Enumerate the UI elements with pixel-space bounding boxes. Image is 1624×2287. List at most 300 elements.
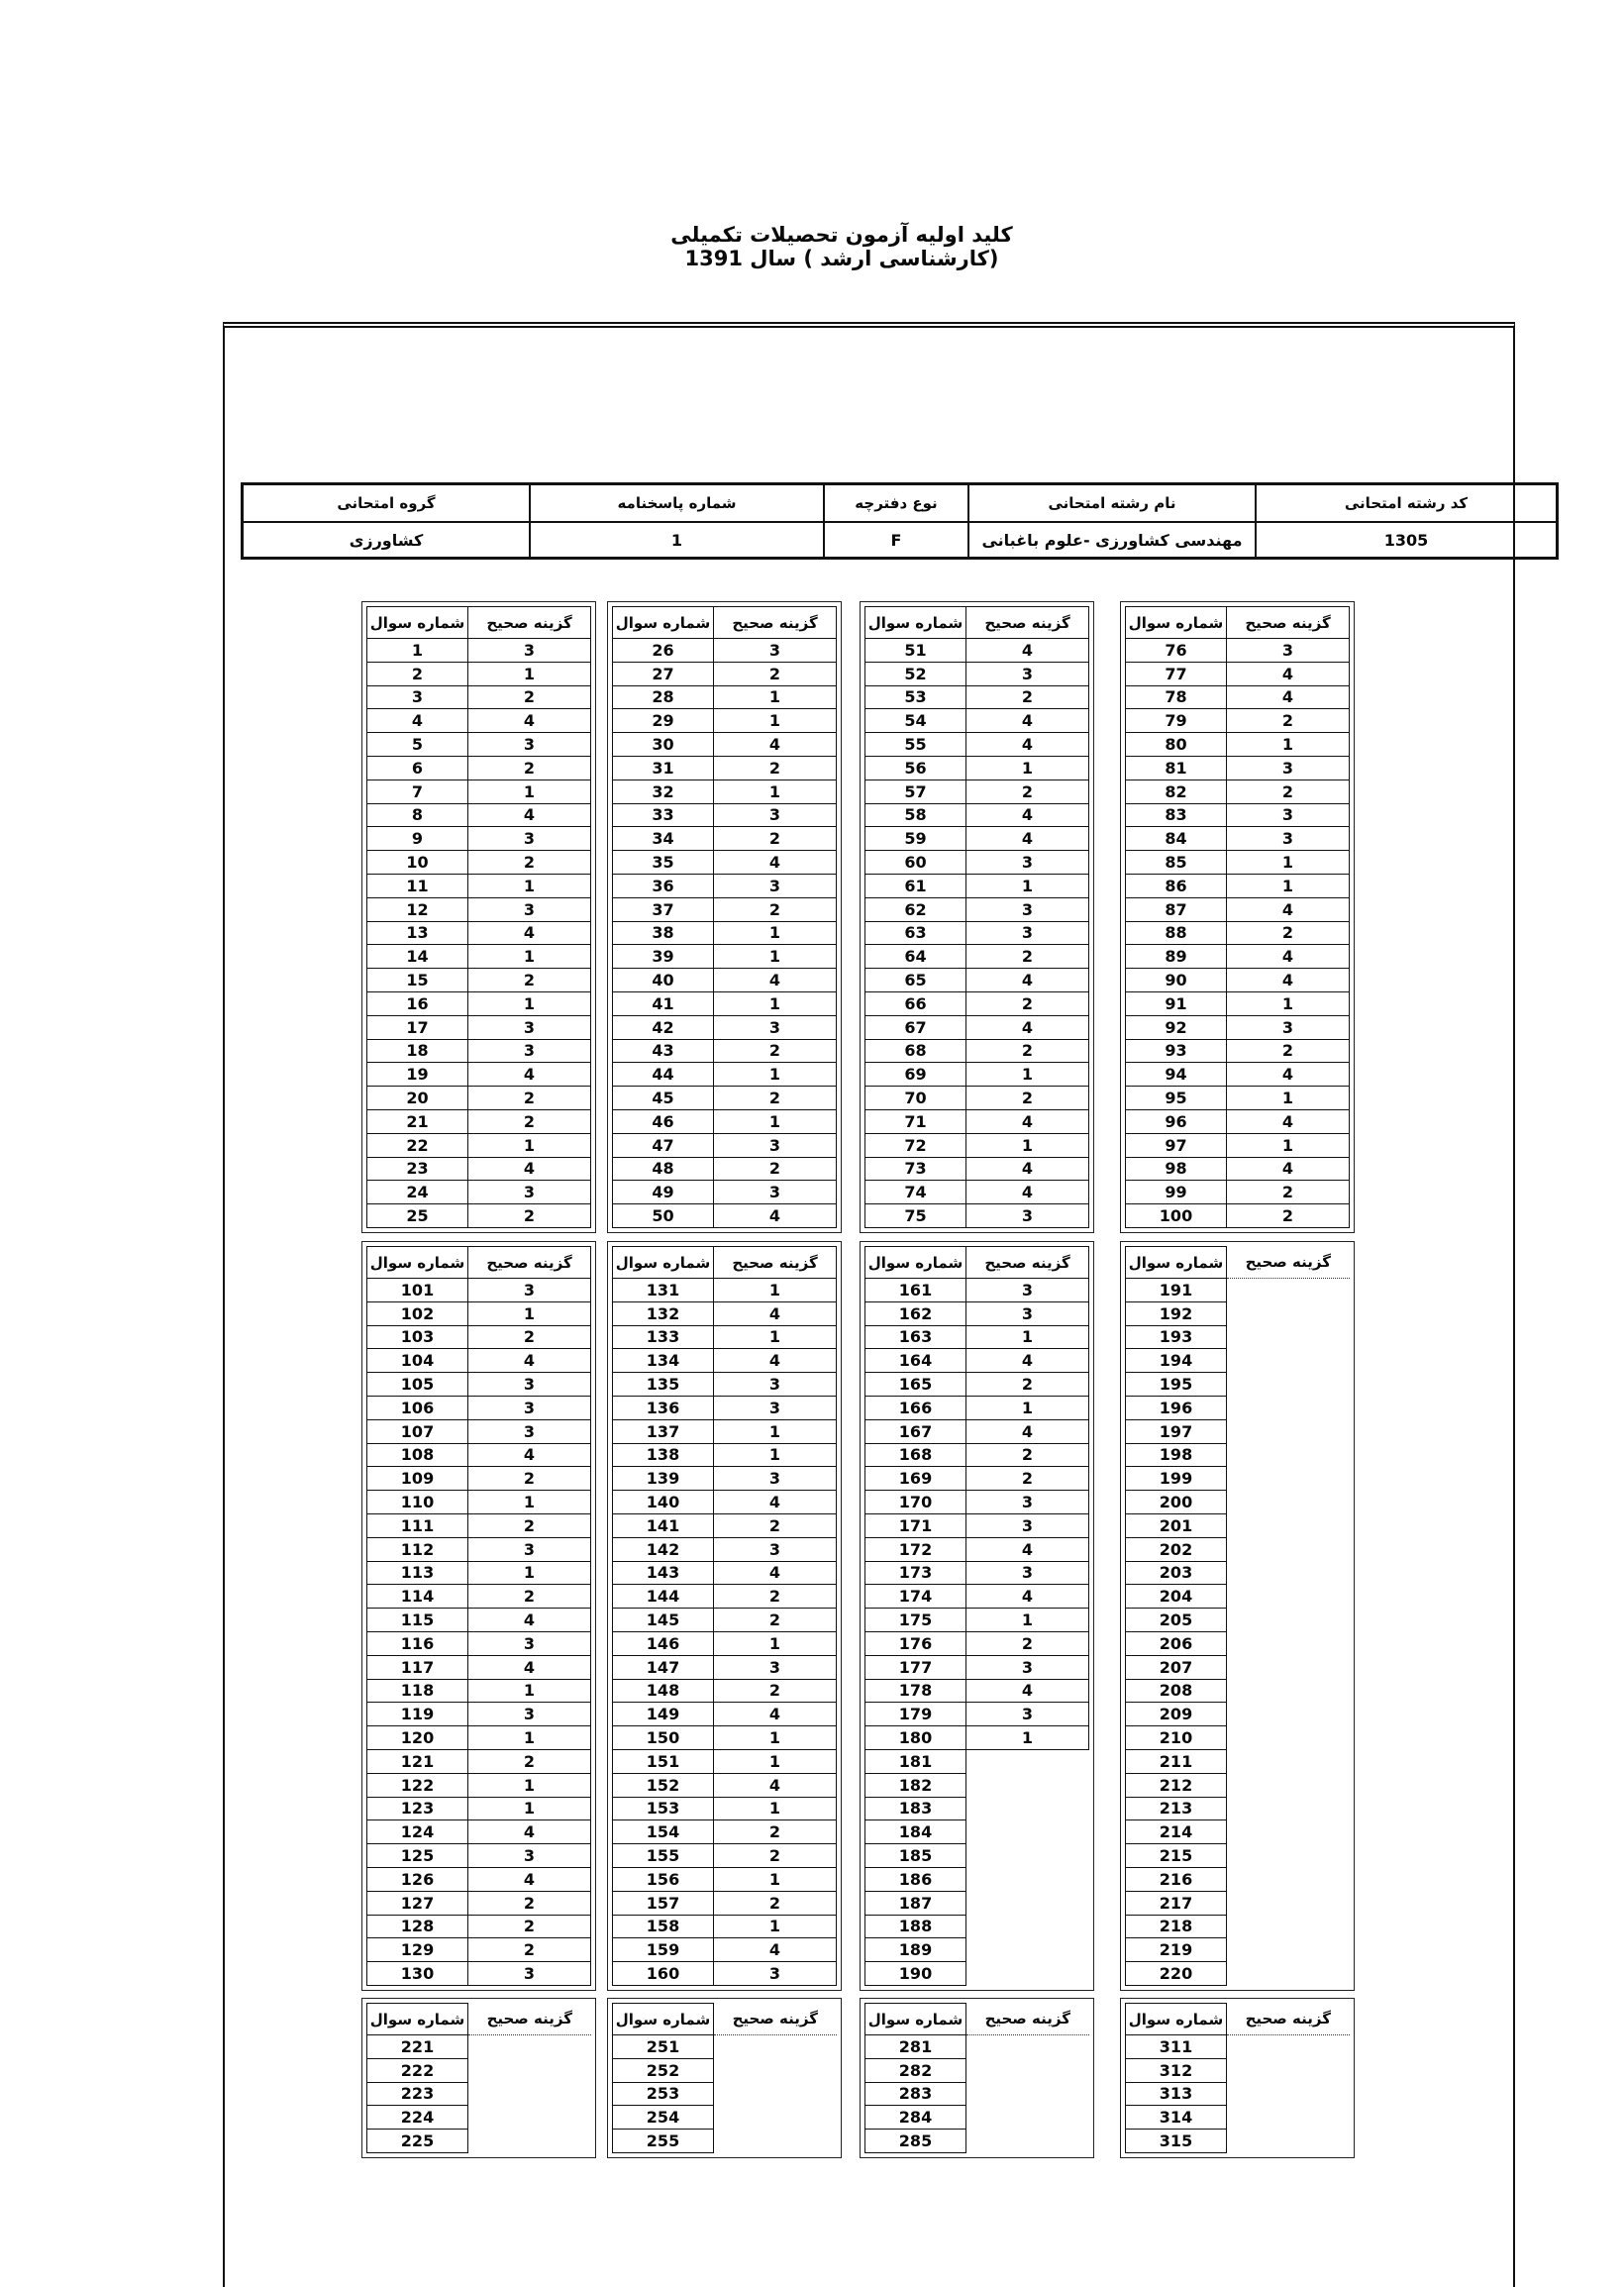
question-col-header: شماره سوال xyxy=(865,607,966,639)
question-number-cell: 125 xyxy=(367,1844,468,1868)
table-row xyxy=(613,2082,837,2106)
answer-cell: 3 xyxy=(714,1373,837,1397)
answer-cell: 1 xyxy=(714,1915,837,1938)
table-row xyxy=(1126,1867,1350,1891)
question-number-cell: 68 xyxy=(865,1039,966,1063)
question-number-cell: 118 xyxy=(367,1679,468,1703)
table-row xyxy=(1126,1039,1350,1063)
question-number-cell: 208 xyxy=(1126,1679,1227,1703)
table-row xyxy=(367,709,591,733)
table-row xyxy=(1126,1015,1350,1039)
question-number-cell: 85 xyxy=(1126,851,1227,875)
answer-cell: 3 xyxy=(714,639,837,663)
answer-cell: 2 xyxy=(468,1109,591,1133)
answer-cell: 3 xyxy=(468,1631,591,1655)
table-row xyxy=(367,1938,591,1962)
table-row xyxy=(367,733,591,757)
table-row xyxy=(865,2082,1089,2106)
table-row xyxy=(865,1726,1089,1750)
answer-cell: 4 xyxy=(966,1679,1089,1703)
question-number-cell: 99 xyxy=(1126,1181,1227,1204)
answer-cell xyxy=(966,1867,1089,1891)
answer-cell: 3 xyxy=(468,1181,591,1204)
question-number-cell: 187 xyxy=(865,1891,966,1915)
answer-cell xyxy=(468,2130,591,2153)
table-row xyxy=(367,662,591,685)
answer-col-header: گزینه صحیح xyxy=(714,2004,837,2035)
answer-cell: 3 xyxy=(966,851,1089,875)
table-row xyxy=(367,1773,591,1797)
table-row xyxy=(613,1133,837,1157)
question-number-cell: 140 xyxy=(613,1491,714,1514)
answer-cell: 4 xyxy=(1227,1109,1350,1133)
table-row xyxy=(613,1157,837,1181)
answer-cell: 2 xyxy=(468,1938,591,1962)
table-row xyxy=(367,1396,591,1419)
answer-col-header: گزینه صحیح xyxy=(714,1247,837,1279)
question-number-cell: 122 xyxy=(367,1773,468,1797)
table-row xyxy=(865,1891,1089,1915)
answer-col-header: گزینه صحیح xyxy=(966,1247,1089,1279)
answer-table-q101 xyxy=(361,1241,596,1991)
table-row xyxy=(613,1820,837,1844)
answer-cell: 4 xyxy=(468,1867,591,1891)
question-number-cell: 142 xyxy=(613,1537,714,1561)
answer-cell xyxy=(468,2058,591,2082)
table-row xyxy=(367,921,591,945)
question-number-cell: 123 xyxy=(367,1797,468,1820)
table-row xyxy=(367,1087,591,1110)
question-number-cell: 16 xyxy=(367,991,468,1015)
answer-cell: 3 xyxy=(966,1301,1089,1325)
question-number-cell: 185 xyxy=(865,1844,966,1868)
answer-cell xyxy=(966,1820,1089,1844)
question-number-cell: 206 xyxy=(1126,1631,1227,1655)
table-row xyxy=(1126,1491,1350,1514)
question-number-cell: 136 xyxy=(613,1396,714,1419)
question-number-cell: 158 xyxy=(613,1915,714,1938)
answer-cell: 2 xyxy=(468,1087,591,1110)
question-number-cell: 154 xyxy=(613,1820,714,1844)
table-row xyxy=(613,2106,837,2130)
answer-cell: 4 xyxy=(468,1063,591,1087)
question-number-cell: 132 xyxy=(613,1301,714,1325)
question-number-cell: 138 xyxy=(613,1443,714,1467)
table-row xyxy=(367,1063,591,1087)
question-number-cell: 150 xyxy=(613,1726,714,1750)
answer-table-q51 xyxy=(860,601,1094,1233)
table-row xyxy=(865,1561,1089,1585)
question-number-cell: 218 xyxy=(1126,1915,1227,1938)
table-row xyxy=(865,874,1089,897)
question-number-cell: 284 xyxy=(865,2106,966,2130)
question-number-cell: 141 xyxy=(613,1513,714,1537)
table-row xyxy=(865,1585,1089,1609)
question-number-cell: 96 xyxy=(1126,1109,1227,1133)
answer-cell: 3 xyxy=(468,1419,591,1443)
answer-cell: 3 xyxy=(966,1561,1089,1585)
answer-cell xyxy=(1227,2130,1350,2153)
info-value-cell: 1305 xyxy=(1256,522,1558,559)
table-row xyxy=(1126,1609,1350,1632)
answer-cell: 2 xyxy=(714,897,837,921)
answer-cell: 2 xyxy=(966,685,1089,709)
table-row xyxy=(613,969,837,992)
answer-cell: 4 xyxy=(1227,685,1350,709)
document-title: کلید اولیه آزمون تحصیلات تکمیلی (کارشناسی ارشد ) سال 1391 xyxy=(670,223,1013,270)
table-row xyxy=(1126,1325,1350,1349)
answer-cell: 4 xyxy=(966,1015,1089,1039)
answer-cell: 3 xyxy=(714,1133,837,1157)
answer-cell: 4 xyxy=(714,1349,837,1373)
answer-cell xyxy=(468,2082,591,2106)
question-number-cell: 217 xyxy=(1126,1891,1227,1915)
question-number-cell: 204 xyxy=(1126,1585,1227,1609)
table-row xyxy=(865,1537,1089,1561)
question-number-cell: 80 xyxy=(1126,733,1227,757)
table-row xyxy=(865,803,1089,827)
table-row xyxy=(367,1015,591,1039)
table-row xyxy=(613,662,837,685)
answer-cell: 1 xyxy=(714,1419,837,1443)
table-row xyxy=(865,1844,1089,1868)
table-row xyxy=(613,1609,837,1632)
answer-cell: 3 xyxy=(468,1373,591,1397)
table-row xyxy=(367,991,591,1015)
question-col-header: شماره سوال xyxy=(613,607,714,639)
answer-cell: 1 xyxy=(714,685,837,709)
answer-cell: 2 xyxy=(966,1443,1089,1467)
question-number-cell: 23 xyxy=(367,1157,468,1181)
answer-cell xyxy=(1227,1279,1350,1302)
answer-cell: 2 xyxy=(468,1891,591,1915)
answer-cell: 4 xyxy=(714,733,837,757)
question-number-cell: 13 xyxy=(367,921,468,945)
answer-cell: 2 xyxy=(714,1609,837,1632)
answer-cell: 1 xyxy=(1227,1087,1350,1110)
table-row xyxy=(1126,709,1350,733)
answer-cell: 2 xyxy=(468,1513,591,1537)
table-row xyxy=(865,1938,1089,1962)
table-row xyxy=(367,897,591,921)
answer-cell: 2 xyxy=(468,685,591,709)
table-row xyxy=(367,1844,591,1868)
answer-cell: 4 xyxy=(966,803,1089,827)
table-row xyxy=(865,1133,1089,1157)
info-header-cell: شماره پاسخنامه xyxy=(530,484,824,523)
table-row xyxy=(1126,897,1350,921)
answer-cell xyxy=(966,1844,1089,1868)
question-number-cell: 178 xyxy=(865,1679,966,1703)
table-row xyxy=(1126,685,1350,709)
question-number-cell: 45 xyxy=(613,1087,714,1110)
table-row xyxy=(1126,1513,1350,1537)
question-number-cell: 20 xyxy=(367,1087,468,1110)
answer-cell: 4 xyxy=(468,1655,591,1679)
table-row xyxy=(1126,1443,1350,1467)
question-number-cell: 102 xyxy=(367,1301,468,1325)
table-row xyxy=(367,639,591,663)
table-row xyxy=(865,685,1089,709)
question-number-cell: 221 xyxy=(367,2035,468,2059)
question-col-header: شماره سوال xyxy=(367,1247,468,1279)
question-number-cell: 67 xyxy=(865,1015,966,1039)
question-number-cell: 199 xyxy=(1126,1467,1227,1491)
question-col-header: شماره سوال xyxy=(865,1247,966,1279)
answer-cell xyxy=(1227,1419,1350,1443)
answer-cell: 1 xyxy=(714,1325,837,1349)
question-number-cell: 252 xyxy=(613,2058,714,2082)
answer-cell xyxy=(966,2058,1089,2082)
question-number-cell: 48 xyxy=(613,1157,714,1181)
info-header-cell: نام رشته امتحانی xyxy=(968,484,1256,523)
answer-cell: 1 xyxy=(1227,874,1350,897)
question-number-cell: 155 xyxy=(613,1844,714,1868)
table-row xyxy=(1126,1349,1350,1373)
table-row xyxy=(613,1015,837,1039)
answer-table-q131 xyxy=(607,1241,842,1991)
question-number-cell: 86 xyxy=(1126,874,1227,897)
table-row xyxy=(1126,1279,1350,1302)
question-number-cell: 169 xyxy=(865,1467,966,1491)
question-number-cell: 15 xyxy=(367,969,468,992)
table-row xyxy=(1126,1109,1350,1133)
table-row xyxy=(613,1349,837,1373)
answer-cell: 1 xyxy=(966,1133,1089,1157)
answer-cell: 1 xyxy=(714,1063,837,1087)
answer-cell: 3 xyxy=(1227,827,1350,851)
question-col-header: شماره سوال xyxy=(865,2004,966,2035)
table-row xyxy=(1126,1561,1350,1585)
answer-cell xyxy=(1227,1891,1350,1915)
table-row xyxy=(613,803,837,827)
answer-cell: 1 xyxy=(714,921,837,945)
question-number-cell: 98 xyxy=(1126,1157,1227,1181)
answer-cell xyxy=(468,2035,591,2059)
info-value-cell: 1 xyxy=(530,522,824,559)
answer-cell: 1 xyxy=(468,1679,591,1703)
question-number-cell: 220 xyxy=(1126,1962,1227,1986)
question-number-cell: 105 xyxy=(367,1373,468,1397)
answer-cell: 3 xyxy=(966,1513,1089,1537)
question-number-cell: 164 xyxy=(865,1349,966,1373)
question-number-cell: 41 xyxy=(613,991,714,1015)
question-number-cell: 211 xyxy=(1126,1749,1227,1773)
table-row xyxy=(367,851,591,875)
question-number-cell: 42 xyxy=(613,1015,714,1039)
table-row xyxy=(1126,756,1350,780)
question-number-cell: 109 xyxy=(367,1467,468,1491)
table-row xyxy=(1126,803,1350,827)
question-number-cell: 147 xyxy=(613,1655,714,1679)
answer-cell: 2 xyxy=(1227,1204,1350,1228)
question-number-cell: 116 xyxy=(367,1631,468,1655)
answer-cell xyxy=(966,2106,1089,2130)
question-number-cell: 153 xyxy=(613,1797,714,1820)
question-number-cell: 193 xyxy=(1126,1325,1227,1349)
table-row xyxy=(865,1373,1089,1397)
question-number-cell: 283 xyxy=(865,2082,966,2106)
answer-cell: 3 xyxy=(468,827,591,851)
question-number-cell: 121 xyxy=(367,1749,468,1773)
table-row xyxy=(865,1301,1089,1325)
answer-cell: 4 xyxy=(468,1349,591,1373)
question-number-cell: 188 xyxy=(865,1915,966,1938)
table-row xyxy=(367,1537,591,1561)
table-row xyxy=(367,1301,591,1325)
question-col-header: شماره سوال xyxy=(1126,1247,1227,1279)
question-number-cell: 28 xyxy=(613,685,714,709)
table-row xyxy=(367,1349,591,1373)
question-number-cell: 9 xyxy=(367,827,468,851)
question-number-cell: 88 xyxy=(1126,921,1227,945)
question-number-cell: 74 xyxy=(865,1181,966,1204)
table-row xyxy=(865,1325,1089,1349)
question-number-cell: 176 xyxy=(865,1631,966,1655)
table-row xyxy=(613,1867,837,1891)
table-row xyxy=(865,2058,1089,2082)
answer-cell: 3 xyxy=(1227,803,1350,827)
question-number-cell: 97 xyxy=(1126,1133,1227,1157)
table-row xyxy=(1126,1063,1350,1087)
answer-cell: 1 xyxy=(714,1631,837,1655)
answer-cell: 2 xyxy=(714,1087,837,1110)
question-number-cell: 87 xyxy=(1126,897,1227,921)
question-number-cell: 285 xyxy=(865,2130,966,2153)
answer-col-header: گزینه صحیح xyxy=(468,2004,591,2035)
table-row xyxy=(865,1867,1089,1891)
answer-cell: 2 xyxy=(468,969,591,992)
table-row xyxy=(865,1087,1089,1110)
answer-cell xyxy=(966,1938,1089,1962)
table-row xyxy=(367,1797,591,1820)
table-row xyxy=(1126,874,1350,897)
table-row xyxy=(613,1301,837,1325)
question-number-cell: 214 xyxy=(1126,1820,1227,1844)
question-number-cell: 282 xyxy=(865,2058,966,2082)
table-row xyxy=(613,2035,837,2059)
answer-cell: 4 xyxy=(1227,1063,1350,1087)
question-number-cell: 224 xyxy=(367,2106,468,2130)
answer-cell: 1 xyxy=(966,874,1089,897)
table-row xyxy=(613,1443,837,1467)
answer-cell: 3 xyxy=(468,1015,591,1039)
question-col-header: شماره سوال xyxy=(613,2004,714,2035)
table-row xyxy=(1126,991,1350,1015)
answer-cell: 1 xyxy=(966,1609,1089,1632)
table-row xyxy=(1126,1938,1350,1962)
question-number-cell: 37 xyxy=(613,897,714,921)
answer-cell: 4 xyxy=(468,803,591,827)
table-row xyxy=(1126,1087,1350,1110)
table-row xyxy=(1126,1419,1350,1443)
table-row xyxy=(865,1109,1089,1133)
answer-cell: 2 xyxy=(714,662,837,685)
question-number-cell: 4 xyxy=(367,709,468,733)
question-number-cell: 66 xyxy=(865,991,966,1015)
table-row xyxy=(613,1063,837,1087)
question-number-cell: 172 xyxy=(865,1537,966,1561)
table-row xyxy=(1126,827,1350,851)
table-row xyxy=(1126,1820,1350,1844)
table-row xyxy=(613,2058,837,2082)
question-number-cell: 191 xyxy=(1126,1279,1227,1302)
answer-cell xyxy=(1227,1655,1350,1679)
table-row xyxy=(367,1749,591,1773)
question-number-cell: 19 xyxy=(367,1063,468,1087)
answer-cell xyxy=(1227,1631,1350,1655)
table-row xyxy=(1126,1844,1350,1868)
answer-cell: 3 xyxy=(966,897,1089,921)
info-header-cell: گروه امتحانی xyxy=(243,484,531,523)
answer-table-q221 xyxy=(361,1998,596,2158)
question-col-header: شماره سوال xyxy=(613,1247,714,1279)
answer-cell: 2 xyxy=(468,1585,591,1609)
question-number-cell: 33 xyxy=(613,803,714,827)
answer-cell: 2 xyxy=(966,1039,1089,1063)
question-number-cell: 177 xyxy=(865,1655,966,1679)
answer-cell xyxy=(1227,1726,1350,1750)
answer-cell: 1 xyxy=(714,1749,837,1773)
answer-cell xyxy=(966,1797,1089,1820)
answer-cell: 3 xyxy=(966,1655,1089,1679)
table-row xyxy=(865,1679,1089,1703)
table-row xyxy=(367,874,591,897)
answer-cell: 1 xyxy=(468,1491,591,1514)
answer-cell xyxy=(1227,1820,1350,1844)
table-row xyxy=(1126,921,1350,945)
table-row xyxy=(613,1891,837,1915)
question-number-cell: 161 xyxy=(865,1279,966,1302)
answer-cell: 3 xyxy=(1227,1015,1350,1039)
question-number-cell: 166 xyxy=(865,1396,966,1419)
answer-cell: 2 xyxy=(714,1820,837,1844)
answer-cell: 3 xyxy=(966,1279,1089,1302)
table-row xyxy=(865,780,1089,803)
answer-cell xyxy=(1227,2106,1350,2130)
answer-table-q1 xyxy=(361,601,596,1233)
question-number-cell: 137 xyxy=(613,1419,714,1443)
info-value-cell: کشاورزی xyxy=(243,522,531,559)
answer-cell: 4 xyxy=(714,1491,837,1514)
question-number-cell: 133 xyxy=(613,1325,714,1349)
question-number-cell: 79 xyxy=(1126,709,1227,733)
answer-cell xyxy=(1227,1349,1350,1373)
answer-cell: 4 xyxy=(468,1443,591,1467)
question-number-cell: 35 xyxy=(613,851,714,875)
answer-cell: 4 xyxy=(966,1585,1089,1609)
table-row xyxy=(367,1443,591,1467)
answer-table-q26 xyxy=(607,601,842,1233)
answer-cell xyxy=(1227,1938,1350,1962)
question-number-cell: 254 xyxy=(613,2106,714,2130)
table-row xyxy=(865,1491,1089,1514)
table-row xyxy=(865,2130,1089,2153)
table-row xyxy=(613,1325,837,1349)
question-number-cell: 101 xyxy=(367,1279,468,1302)
table-row xyxy=(1126,1962,1350,1986)
answer-cell: 4 xyxy=(966,733,1089,757)
question-number-cell: 1 xyxy=(367,639,468,663)
answer-col-header: گزینه صحیح xyxy=(966,607,1089,639)
question-number-cell: 25 xyxy=(367,1204,468,1228)
question-number-cell: 34 xyxy=(613,827,714,851)
answer-cell: 2 xyxy=(714,1039,837,1063)
question-number-cell: 90 xyxy=(1126,969,1227,992)
table-row xyxy=(613,897,837,921)
table-row xyxy=(367,1133,591,1157)
question-number-cell: 209 xyxy=(1126,1703,1227,1726)
